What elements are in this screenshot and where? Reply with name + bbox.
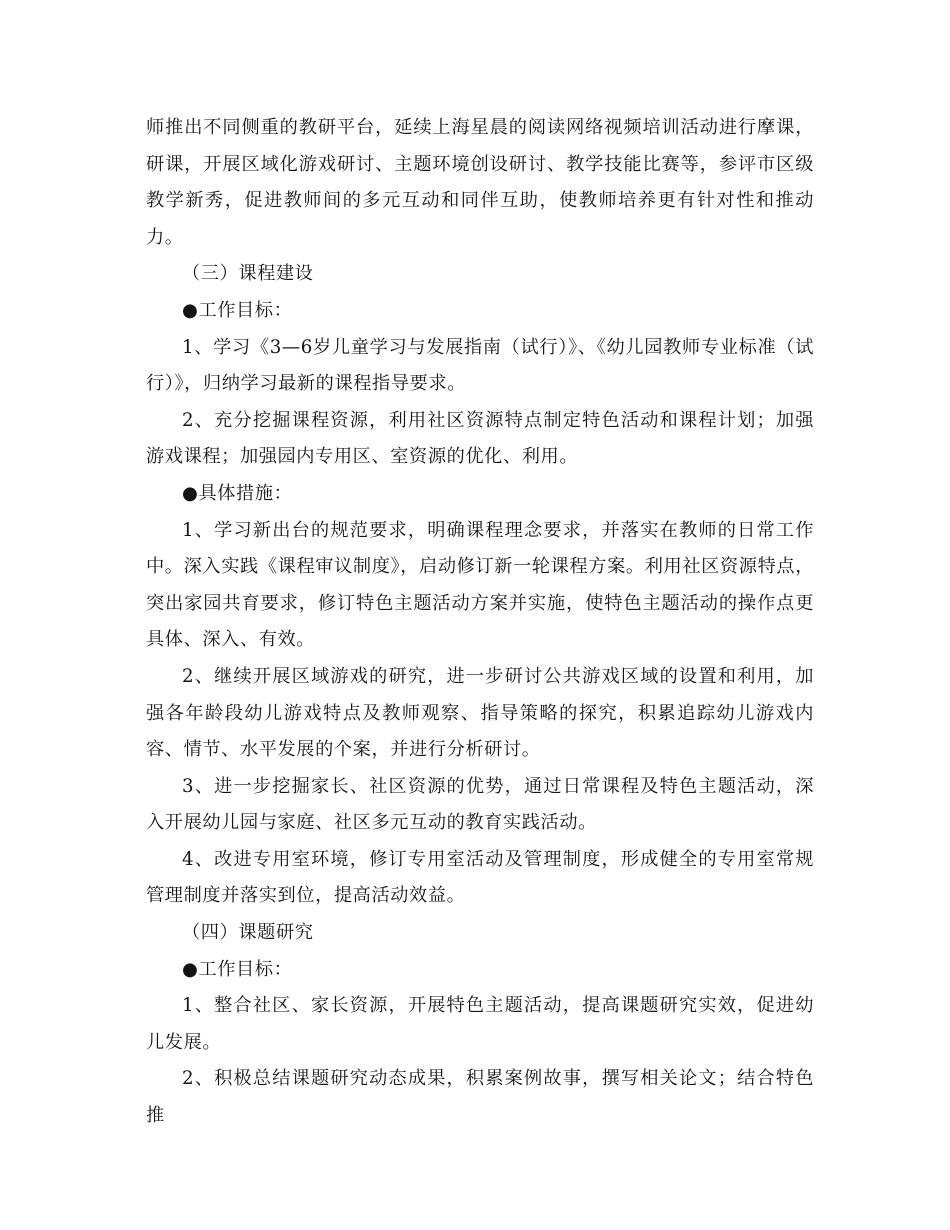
subheading-work-goals: ●工作目标： xyxy=(182,299,293,321)
paragraph-measure-4: 4、改进专用室环境，修订专用室活动及管理制度，形成健全的专用室常规管理制度并落实到位，提高活动效益。 xyxy=(146,848,814,907)
paragraph-goal-1: 1、学习《3—6岁儿童学习与发展指南（试行）》、《幼儿园教师专业标准（试行）》，归纳学习最新的课程指导要求。 xyxy=(146,336,814,395)
paragraph-continuation: 师推出不同侧重的教研平台，延续上海星晨的阅读网络视频培训活动进行摩课，研课，开展区域化游戏研讨、主题环境创设研讨、教学技能比赛等，参评市区级教学新秀，促进教师间的多元互动和同伴互助，使教师培养更有针对性和推动力。 xyxy=(146,117,814,248)
subheading-measures: ●具体措施： xyxy=(182,482,293,504)
section-heading-curriculum: （三）课程建设 xyxy=(182,263,314,285)
paragraph-measure-1: 1、学习新出台的规范要求，明确课程理念要求，并落实在教师的日常工作中。深入实践《课程审议制度》，启动修订新一轮课程方案。利用社区资源特点，突出家园共育要求，修订特色主题活动方案并实施，使特色主题活动的操作点更具体、深入、有效。 xyxy=(146,519,814,651)
document-body xyxy=(146,110,814,1135)
paragraph-measure-3: 3、进一步挖掘家长、社区资源的优势，通过日常课程及特色主题活动，深入开展幼儿园与家庭、社区多元互动的教育实践活动。 xyxy=(146,775,814,834)
subheading-research-goals: ●工作目标： xyxy=(182,958,293,980)
paragraph-goal-2: 2、充分挖掘课程资源，利用社区资源特点制定特色活动和课程计划；加强游戏课程；加强园内专用区、室资源的优化、利用。 xyxy=(146,409,814,468)
paragraph-research-goal-1: 1、整合社区、家长资源，开展特色主题活动，提高课题研究实效，促进幼儿发展。 xyxy=(146,995,814,1053)
paragraph-measure-2: 2、继续开展区域游戏的研究，进一步研讨公共游戏区域的设置和利用，加强各年龄段幼儿游戏特点及教师观察、指导策略的探究，积累追踪幼儿游戏内容、情节、水平发展的个案，并进行分析研讨。 xyxy=(146,665,814,761)
paragraph-research-goal-2: 2、积极总结课题研究动态成果，积累案例故事，撰写相关论文；结合特色推 xyxy=(146,1068,814,1127)
section-heading-research: （四）课题研究 xyxy=(182,922,314,944)
